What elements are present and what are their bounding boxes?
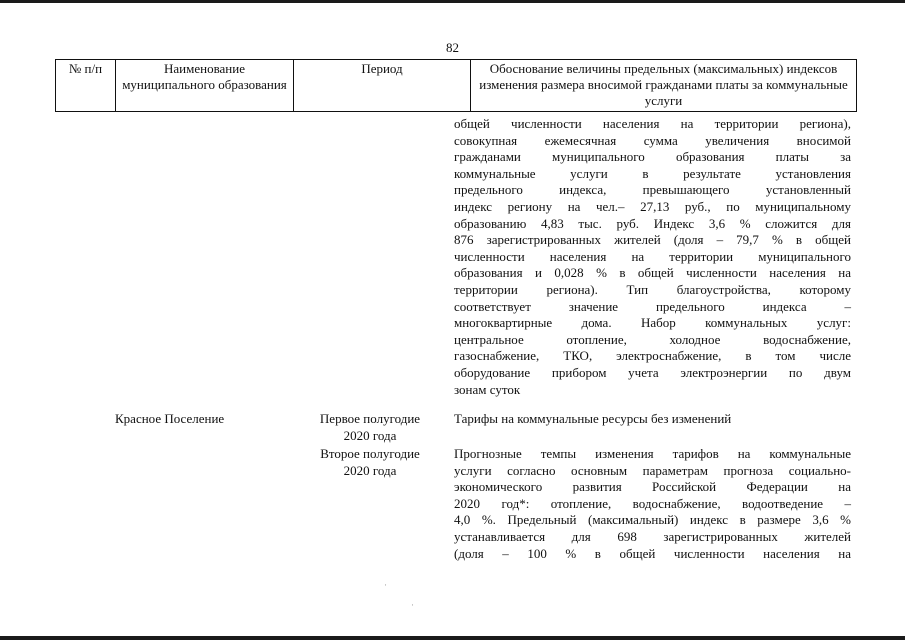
period-1-basis: Тарифы на коммунальные ресурсы без изменений	[454, 411, 732, 426]
period-line: Первое полугодие	[319, 411, 421, 426]
text-line: многоквартирные дома. Набор коммунальных услуг:	[454, 315, 851, 331]
text-line: оборудование прибором учета электроэнергии по двум	[454, 364, 851, 380]
text-line: образования и 0,028 % в общей численности населения на	[454, 265, 851, 281]
text-line: коммунальные услуги в результате установления	[454, 165, 851, 181]
text-line: Прогнозные темпы изменения тарифов на коммунальные	[454, 446, 851, 461]
continued-basis-text	[454, 116, 851, 398]
text-line-last: зонам суток	[454, 381, 521, 397]
text-line: совокупная ежемесячная сумма увеличения вносимой	[454, 132, 851, 148]
bottom-scan-border	[0, 636, 905, 640]
period-line: 2020 года	[343, 427, 397, 443]
header-period: Период	[294, 60, 471, 112]
page-number: 82	[446, 40, 459, 55]
text-line: центральное отопление, холодное водоснабжение,	[454, 331, 851, 347]
text-line: 876 зарегистрированных жителей (доля – 79,7 % в общей	[454, 232, 851, 248]
text-line: территории региона). Тип благоустройства, которому	[454, 281, 851, 297]
table-header	[55, 59, 857, 112]
text-line: гражданами муниципального образования платы за	[454, 149, 851, 165]
text-line: предельного индекса, превышающего установленный	[454, 182, 851, 198]
period-second-half	[300, 446, 440, 479]
top-scan-border	[0, 0, 905, 3]
scan-speck: ·	[384, 580, 387, 590]
period-line: 2020 года	[343, 462, 397, 478]
scan-speck: ·	[411, 600, 414, 610]
text-line: газоснабжение, ТКО, электроснабжение, в том числе	[454, 348, 851, 364]
text-line: общей численности населения на территории региона),	[454, 116, 851, 131]
period-2-basis	[454, 446, 851, 562]
text-line: соответствует значение предельного индекса –	[454, 298, 851, 314]
period-line: Второе полугодие	[320, 446, 420, 461]
period-first-half	[300, 411, 440, 444]
header-municipality: Наименование муниципального образования	[116, 60, 294, 112]
text-line: индекс региону на чел.– 27,13 руб., по муниципальному	[454, 198, 851, 214]
municipality-name: Красное Поселение	[115, 411, 225, 426]
header-number: № п/п	[56, 60, 116, 112]
text-line: 4,0 %. Предельный (максимальный) индекс в размере 3,6 %	[454, 512, 851, 528]
text-line: экономического развития Российской Федерации на	[454, 479, 851, 495]
text-line: 2020 год*: отопление, водоснабжение, водоотведение –	[454, 495, 851, 511]
text-line: численности населения на территории муниципального	[454, 248, 851, 264]
text-line: (доля – 100 % в общей численности населения на	[454, 545, 851, 561]
text-line: устанавливается для 698 зарегистрированных жителей	[454, 528, 851, 544]
header-basis: Обоснование величины предельных (максимальных) индексов изменения размера вносимой гражданами платы за коммунальные услуги	[471, 60, 857, 112]
text-line: услуги согласно основным параметрам прогноза социально-	[454, 462, 851, 478]
text-line: образованию 4,83 тыс. руб. Индекс 3,6 % сложится для	[454, 215, 851, 231]
